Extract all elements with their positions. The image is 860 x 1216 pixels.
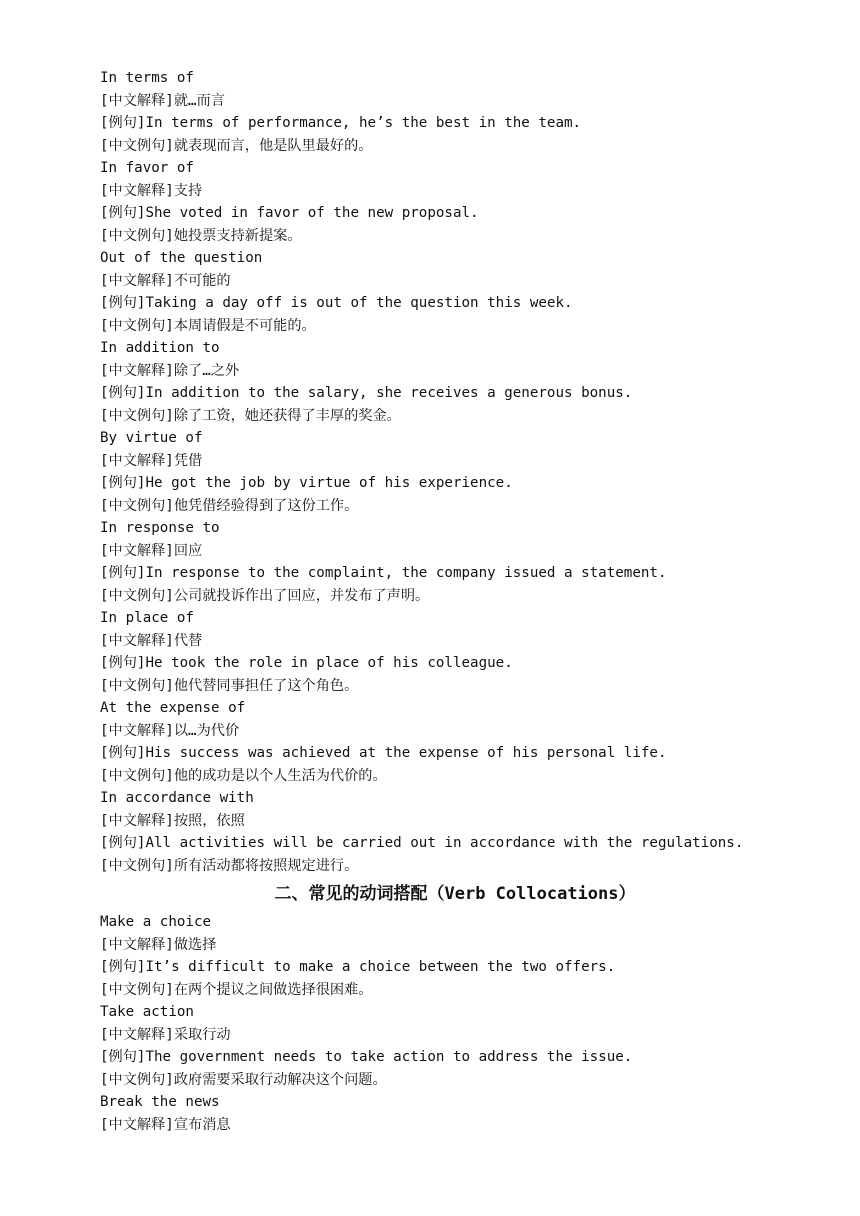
entry-chinese-example: [中文例句]本周请假是不可能的。	[100, 317, 316, 334]
entry-chinese-example: [中文例句]他的成功是以个人生活为代价的。	[100, 767, 387, 784]
entry-term: By virtue of	[100, 430, 203, 446]
entry-chinese-example: [中文例句]就表现而言，他是队里最好的。	[100, 137, 373, 154]
entry-example: [例句]All activities will be carried out in accordance with the regulations.	[100, 835, 744, 851]
entry	[100, 697, 780, 787]
entry	[100, 517, 780, 607]
section-2-entries	[100, 911, 780, 1136]
entry-chinese-example: [中文例句]在两个提议之间做选择很困难。	[100, 981, 373, 998]
entry-chinese-meaning: [中文解释]以…为代价	[100, 722, 240, 739]
entry-example: [例句]He took the role in place of his colleague.	[100, 655, 513, 671]
entry	[100, 911, 780, 1001]
entry-chinese-meaning: [中文解释]做选择	[100, 936, 217, 953]
entry-example: [例句]His success was achieved at the expense of his personal life.	[100, 745, 667, 761]
entry-term: Make a choice	[100, 914, 212, 930]
entry-term: At the expense of	[100, 700, 246, 716]
entry	[100, 337, 780, 427]
entry-example: [例句]The government needs to take action to address the issue.	[100, 1049, 633, 1065]
entry-term: In place of	[100, 610, 194, 626]
entry-chinese-example: [中文例句]除了工资，她还获得了丰厚的奖金。	[100, 407, 401, 424]
entry-chinese-meaning: [中文解释]采取行动	[100, 1026, 231, 1043]
entry-example: [例句]In response to the complaint, the company issued a statement.	[100, 565, 667, 581]
entry-chinese-meaning: [中文解释]按照，依照	[100, 812, 245, 829]
entry	[100, 67, 780, 157]
entry-chinese-example: [中文例句]公司就投诉作出了回应，并发布了声明。	[100, 587, 430, 604]
entry	[100, 787, 780, 877]
entry-chinese-meaning: [中文解释]不可能的	[100, 272, 231, 289]
entry-chinese-example: [中文例句]她投票支持新提案。	[100, 227, 302, 244]
entry-chinese-meaning: [中文解释]支持	[100, 182, 203, 199]
entry	[100, 607, 780, 697]
entry-term: In response to	[100, 520, 220, 536]
entry-chinese-meaning: [中文解释]除了…之外	[100, 362, 240, 379]
entry-chinese-meaning: [中文解释]回应	[100, 542, 203, 559]
document-body	[100, 67, 780, 1136]
entry-term: Break the news	[100, 1094, 220, 1110]
entry-chinese-meaning: [中文解释]代替	[100, 632, 203, 649]
entry-example: [例句]In addition to the salary, she receives a generous bonus.	[100, 385, 633, 401]
entry-chinese-meaning: [中文解释]就…而言	[100, 92, 225, 109]
entry	[100, 247, 780, 337]
entry-chinese-example: [中文例句]所有活动都将按照规定进行。	[100, 857, 359, 874]
entry	[100, 1001, 780, 1091]
entry-chinese-example: [中文例句]他代替同事担任了这个角色。	[100, 677, 359, 694]
entry-chinese-meaning: [中文解释]宣布消息	[100, 1116, 231, 1133]
entry-term: In terms of	[100, 70, 194, 86]
entry	[100, 157, 780, 247]
entry-chinese-example: [中文例句]政府需要采取行动解决这个问题。	[100, 1071, 387, 1088]
entry-example: [例句]Taking a day off is out of the question this week.	[100, 295, 573, 311]
entry-example: [例句]He got the job by virtue of his experience.	[100, 475, 513, 491]
entry-example: [例句]She voted in favor of the new proposal.	[100, 205, 479, 221]
entry-term: In accordance with	[100, 790, 254, 806]
entry	[100, 1091, 780, 1136]
section-heading: 二、常见的动词搭配（Verb Collocations）	[274, 884, 636, 904]
entry-chinese-meaning: [中文解释]凭借	[100, 452, 203, 469]
entry-term: In addition to	[100, 340, 220, 356]
entry-term: In favor of	[100, 160, 194, 176]
entry-term: Out of the question	[100, 250, 263, 266]
entry	[100, 427, 780, 517]
entry-chinese-example: [中文例句]他凭借经验得到了这份工作。	[100, 497, 359, 514]
entry-term: Take action	[100, 1004, 194, 1020]
section-1-entries	[100, 67, 780, 877]
entry-example: [例句]It’s difficult to make a choice between the two offers.	[100, 959, 616, 975]
entry-example: [例句]In terms of performance, he’s the best in the team.	[100, 115, 582, 131]
